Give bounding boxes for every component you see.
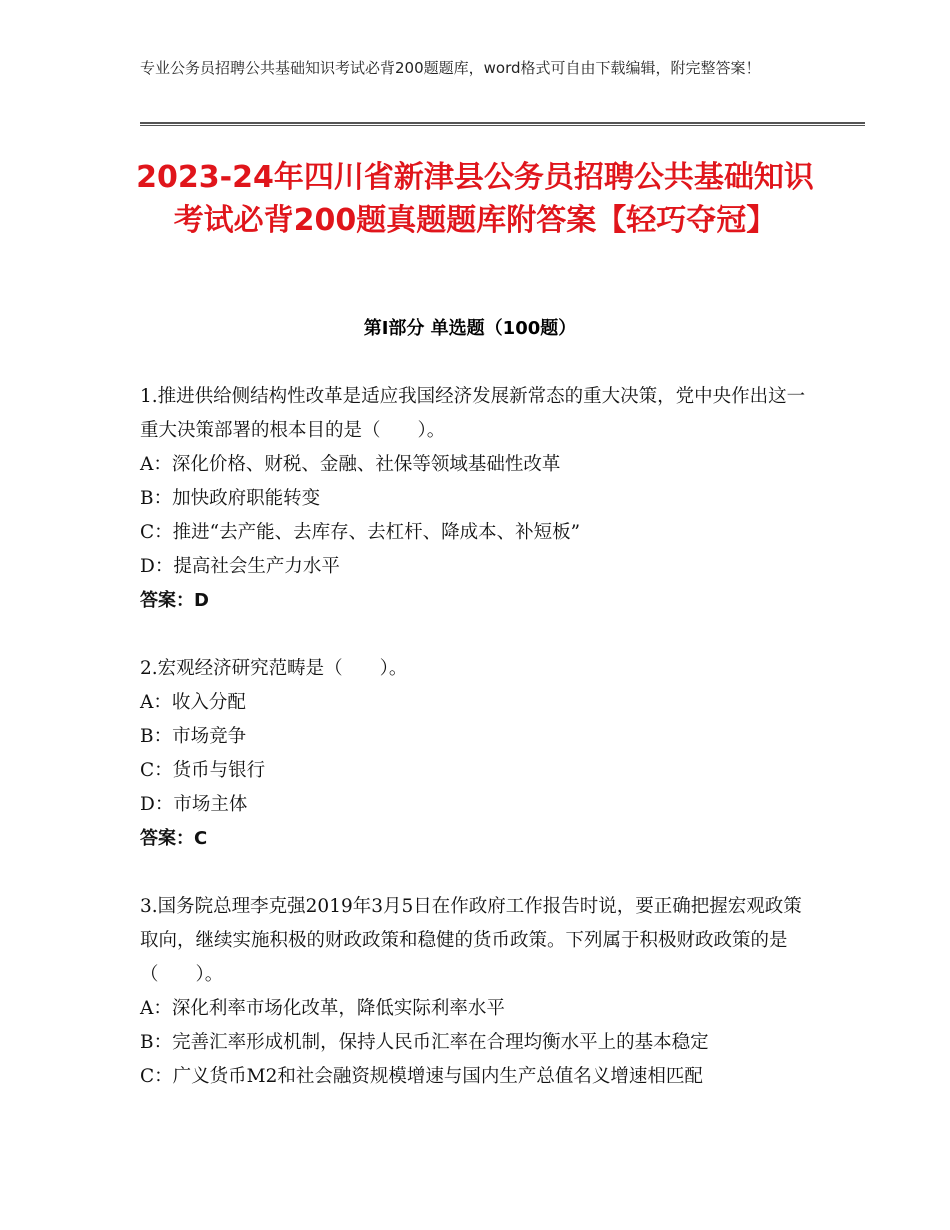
option-d: D：市场主体: [140, 794, 248, 815]
answer: 答案：C: [140, 828, 208, 849]
header-divider: [140, 122, 865, 126]
option-b: B：加快政府职能转变: [140, 488, 321, 509]
document-title: 2023-24年四川省新津县公务员招聘公共基础知识考试必背200题真题题库附答案【轻巧夺冠】: [136, 160, 814, 238]
question-1: [140, 380, 820, 618]
option-b: B：完善汇率形成机制，保持人民币汇率在合理均衡水平上的基本稳定: [140, 1032, 709, 1053]
answer: 答案：D: [140, 590, 209, 611]
option-b: B：市场竞争: [140, 726, 247, 747]
option-a: A：深化价格、财税、金融、社保等领域基础性改革: [140, 454, 561, 475]
question-stem: 3.国务院总理李克强2019年3月5日在作政府工作报告时说，要正确把握宏观政策取向，继续实施积极的财政政策和稳健的货币政策。下列属于积极财政政策的是（ ）。: [140, 896, 802, 985]
question-stem: 1.推进供给侧结构性改革是适应我国经济发展新常态的重大决策，党中央作出这一重大决策部署的根本目的是（ ）。: [140, 386, 806, 441]
section-heading: 第Ⅰ部分 单选题（100题）: [363, 318, 577, 339]
question-3: [140, 890, 820, 1094]
option-c: C：货币与银行: [140, 760, 266, 781]
option-c: C：推进“去产能、去库存、去杠杆、降成本、补短板”: [140, 522, 581, 543]
question-stem: 2.宏观经济研究范畴是（ ）。: [140, 658, 408, 679]
option-a: A：收入分配: [140, 692, 246, 713]
question-2: [140, 652, 820, 856]
header-note: 专业公务员招聘公共基础知识考试必背200题题库，word格式可自由下载编辑，附完整答案！: [140, 59, 761, 77]
option-c: C：广义货币M2和社会融资规模增速与国内生产总值名义增速相匹配: [140, 1066, 703, 1087]
option-a: A：深化利率市场化改革，降低实际利率水平: [140, 998, 505, 1019]
option-d: D：提高社会生产力水平: [140, 556, 340, 577]
